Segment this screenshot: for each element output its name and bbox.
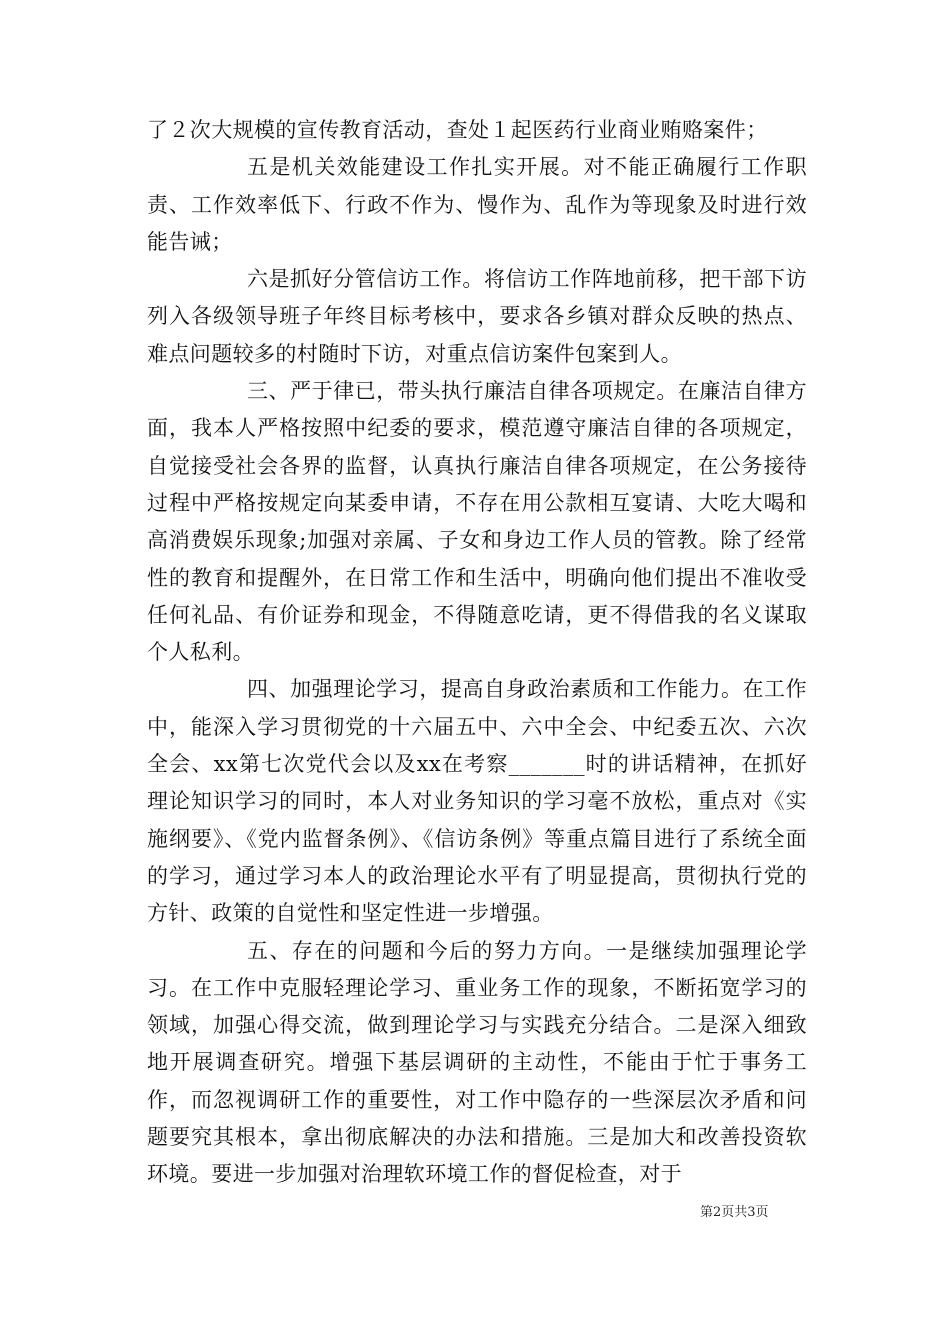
paragraph-2: 五是机关效能建设工作扎实开展。对不能正确履行工作职责、工作效率低下、行政不作为、慢作为、乱作为等现象及时进行效能告诫； bbox=[147, 155, 807, 254]
page-number: 第2页共3页 bbox=[700, 1205, 769, 1220]
document-body bbox=[147, 112, 807, 1194]
paragraph-4: 三、严于律已，带头执行廉洁自律各项规定。在廉洁自律方面，我本人严格按照中纪委的要求，模范遵守廉洁自律的各项规定，自觉接受社会各界的监督，认真执行廉洁自律各项规定，在公务接待过程中严格按规定向某委申请，不存在用公款相互宴请、大吃大喝和高消费娱乐现象;加强对亲属、子女和身边工作人员的管教。除了经常性的教育和提醒外，在日常工作和生活中，明确向他们提出不准收受任何礼品、有价证券和现金，不得随意吃请，更不得借我的名义谋取个人私利。 bbox=[147, 379, 807, 665]
paragraph-3: 六是抓好分管信访工作。将信访工作阵地前移，把干部下访列入各级领导班子年终目标考核中，要求各乡镇对群众反映的热点、难点问题较多的村随时下访，对重点信访案件包案到人。 bbox=[147, 267, 807, 366]
paragraph-1: 了２次大规模的宣传教育活动，查处１起医药行业商业贿赂案件； bbox=[147, 118, 768, 142]
paragraph-6: 五、存在的问题和今后的努力方向。一是继续加强理论学习。在工作中克服轻理论学习、重业务工作的现象，不断拓宽学习的领域，加强心得交流，做到理论学习与实践充分结合。二是深入细致地开展调查研究。增强下基层调研的主动性，不能由于忙于事务工作，而忽视调研工作的重要性，对工作中隐存的一些深层次矛盾和问题要究其根本，拿出彻底解决的办法和措施。三是加大和改善投资软环境。要进一步加强对治理软环境工作的督促检查，对于 bbox=[147, 938, 807, 1187]
paragraph-5: 四、加强理论学习，提高自身政治素质和工作能力。在工作中，能深入学习贯彻党的十六届五中、六中全会、中纪委五次、六次全会、xx第七次党代会以及xx在考察_______时的讲话精神，在抓好理论知识学习的同时，本人对业务知识的学习毫不放松，重点对《实施纲要》、《党内监督条例》、《信访条例》等重点篇目进行了系统全面的学习，通过学习本人的政治理论水平有了明显提高，贯彻执行党的方针、政策的自觉性和坚定性进一步增强。 bbox=[147, 677, 807, 926]
